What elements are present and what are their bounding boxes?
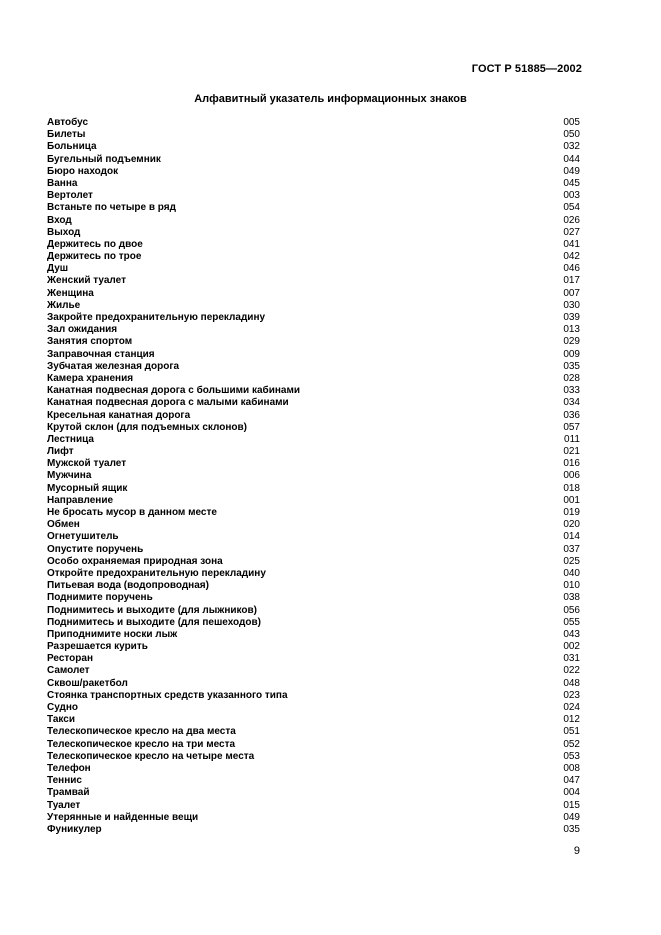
alphabetical-index-list	[47, 117, 580, 836]
index-entry-name: Телескопическое кресло на три места	[47, 738, 236, 750]
index-entry-name: Вертолет	[47, 190, 93, 202]
index-entry	[47, 470, 580, 482]
index-entry-name: Откройте предохранительную перекладину	[47, 567, 266, 579]
index-entry-code: 035	[563, 360, 580, 372]
index-entry	[47, 410, 580, 422]
index-entry	[47, 190, 580, 202]
index-entry-name: Канатная подвесная дорога с малыми кабинами	[47, 397, 289, 409]
index-entry	[47, 202, 580, 214]
index-entry	[47, 300, 580, 312]
index-entry	[47, 824, 580, 836]
index-entry	[47, 775, 580, 787]
index-entry-code: 027	[563, 226, 580, 238]
index-entry-name: Занятия спортом	[47, 336, 133, 348]
index-entry	[47, 653, 580, 665]
index-entry-code: 050	[563, 129, 580, 141]
index-entry-name: Выход	[47, 226, 81, 238]
index-entry-name: Душ	[47, 263, 69, 275]
index-entry	[47, 373, 580, 385]
index-entry-code: 030	[563, 299, 580, 311]
index-entry-code: 047	[563, 775, 580, 787]
index-entry	[47, 641, 580, 653]
index-entry-code: 051	[563, 726, 580, 738]
index-entry-name: Утерянные и найденные вещи	[47, 811, 199, 823]
index-entry-name: Огнетушитель	[47, 531, 119, 543]
index-entry-name: Трамвай	[47, 787, 90, 799]
index-entry-code: 017	[563, 275, 580, 287]
index-entry-code: 007	[563, 287, 580, 299]
index-entry-code: 003	[563, 190, 580, 202]
index-entry-name: Телескопическое кресло на четыре места	[47, 750, 255, 762]
index-entry-name: Приподнимите носки лыж	[47, 628, 178, 640]
index-entry	[47, 336, 580, 348]
index-entry	[47, 519, 580, 531]
index-entry	[47, 812, 580, 824]
page-number: 9	[573, 845, 580, 857]
index-entry	[47, 154, 580, 166]
index-entry-code: 052	[563, 738, 580, 750]
index-entry-name: Лифт	[47, 446, 74, 458]
index-entry-code: 045	[563, 177, 580, 189]
index-entry-name: Поднимите поручень	[47, 592, 153, 604]
index-entry-code: 036	[563, 409, 580, 421]
index-entry-name: Опустите поручень	[47, 543, 144, 555]
index-entry-code: 019	[563, 507, 580, 518]
index-entry-code: 010	[563, 580, 580, 592]
index-entry	[47, 129, 580, 141]
index-entry-code: 002	[563, 641, 580, 653]
index-entry	[47, 227, 580, 239]
index-entry-code: 024	[563, 702, 580, 713]
index-entry-name: Бугельный подъемник	[47, 153, 161, 165]
index-entry-name: Не бросать мусор в данном месте	[47, 507, 217, 518]
index-entry	[47, 263, 580, 275]
index-entry-code: 038	[563, 592, 580, 604]
index-entry-code: 018	[563, 482, 580, 494]
index-entry-code: 057	[563, 421, 580, 433]
index-entry-code: 020	[563, 519, 580, 531]
index-entry-code: 032	[563, 141, 580, 153]
index-entry-code: 040	[563, 567, 580, 579]
index-entry-name: Автобус	[47, 117, 89, 128]
index-entry-code: 006	[563, 470, 580, 482]
index-entry-name: Обмен	[47, 519, 80, 531]
index-entry-code: 056	[563, 604, 580, 616]
index-entry-code: 004	[563, 787, 580, 799]
index-entry	[47, 117, 580, 129]
index-entry-code: 001	[563, 494, 580, 506]
index-entry-name: Телескопическое кресло на два места	[47, 726, 236, 738]
index-entry	[47, 385, 580, 397]
index-entry-name: Бюро находок	[47, 165, 119, 177]
index-entry-code: 033	[563, 385, 580, 397]
index-entry-code: 015	[563, 799, 580, 811]
index-entry-name: Заправочная станция	[47, 348, 155, 360]
index-entry-name: Ресторан	[47, 653, 93, 665]
index-entry-name: Мужской туалет	[47, 458, 127, 470]
index-entry	[47, 215, 580, 227]
index-entry-code: 005	[563, 117, 580, 128]
index-entry-code: 041	[563, 238, 580, 250]
index-entry	[47, 617, 580, 629]
index-entry	[47, 495, 580, 507]
index-entry-name: Мусорный ящик	[47, 482, 128, 494]
index-entry-name: Крутой склон (для подъемных склонов)	[47, 421, 247, 433]
index-entry-code: 043	[563, 628, 580, 640]
index-entry-code: 022	[563, 665, 580, 677]
page-title: Алфавитный указатель информационных знаков	[194, 93, 467, 105]
index-entry	[47, 397, 580, 409]
index-entry	[47, 665, 580, 677]
index-entry-name: Держитесь по трое	[47, 251, 142, 263]
index-entry-code: 046	[563, 263, 580, 275]
index-entry-code: 049	[563, 165, 580, 177]
index-entry-code: 028	[563, 372, 580, 384]
index-entry	[47, 751, 580, 763]
index-entry-name: Кресельная канатная дорога	[47, 409, 191, 421]
index-entry-code: 009	[563, 348, 580, 360]
index-entry-code: 042	[563, 251, 580, 263]
index-entry-name: Особо охраняемая природная зона	[47, 555, 223, 567]
index-entry	[47, 166, 580, 178]
index-entry	[47, 422, 580, 434]
index-entry-code: 031	[563, 653, 580, 665]
index-entry-code: 026	[563, 214, 580, 226]
index-entry-code: 049	[563, 811, 580, 823]
index-entry-code: 021	[563, 446, 580, 458]
index-entry-name: Женский туалет	[47, 275, 126, 287]
index-entry	[47, 507, 580, 519]
index-entry-code: 054	[563, 202, 580, 214]
index-entry-code: 035	[563, 823, 580, 835]
index-entry-name: Больница	[47, 141, 97, 153]
index-entry	[47, 349, 580, 361]
index-entry-name: Туалет	[47, 799, 81, 811]
index-entry	[47, 312, 580, 324]
index-entry-name: Судно	[47, 702, 79, 713]
index-entry-code: 014	[563, 531, 580, 543]
index-entry-code: 023	[563, 689, 580, 701]
index-entry-name: Питьевая вода (водопроводная)	[47, 580, 209, 592]
index-entry-name: Поднимитесь и выходите (для лыжников)	[47, 604, 257, 616]
index-entry-code: 029	[563, 336, 580, 348]
index-entry	[47, 629, 580, 641]
index-entry-name: Жилье	[47, 299, 81, 311]
index-entry	[47, 787, 580, 799]
index-entry	[47, 556, 580, 568]
index-entry-name: Держитесь по двое	[47, 238, 143, 250]
index-entry-name: Ванна	[47, 177, 78, 189]
index-entry	[47, 568, 580, 580]
index-entry-code: 011	[564, 433, 580, 445]
index-entry-name: Закройте предохранительную перекладину	[47, 312, 266, 323]
index-entry	[47, 763, 580, 775]
index-entry	[47, 361, 580, 373]
index-entry-name: Поднимитесь и выходите (для пешеходов)	[47, 616, 261, 628]
index-entry	[47, 592, 580, 604]
index-entry-code: 016	[563, 458, 580, 470]
index-entry	[47, 605, 580, 617]
index-entry-name: Женщина	[47, 287, 94, 299]
index-entry	[47, 434, 580, 446]
index-entry	[47, 544, 580, 556]
index-entry	[47, 714, 580, 726]
index-entry	[47, 483, 580, 495]
index-entry-name: Лестница	[47, 433, 94, 445]
index-entry-name: Такси	[47, 714, 76, 726]
index-entry-code: 013	[563, 324, 580, 336]
index-entry	[47, 251, 580, 263]
index-entry-code: 039	[563, 312, 580, 323]
index-entry	[47, 446, 580, 458]
index-entry	[47, 275, 580, 287]
index-entry-name: Теннис	[47, 775, 82, 787]
index-entry-code: 055	[563, 616, 580, 628]
index-entry	[47, 458, 580, 470]
index-entry-code: 034	[563, 397, 580, 409]
index-entry-name: Телефон	[47, 762, 91, 774]
index-entry-name: Вход	[47, 214, 72, 226]
index-entry-code: 008	[563, 762, 580, 774]
index-entry	[47, 678, 580, 690]
index-entry	[47, 178, 580, 190]
index-entry-name: Разрешается курить	[47, 641, 148, 653]
index-entry	[47, 739, 580, 751]
index-entry	[47, 239, 580, 251]
index-entry-name: Мужчина	[47, 470, 92, 482]
index-entry-name: Зал ожидания	[47, 324, 118, 336]
index-entry-name: Направление	[47, 494, 114, 506]
index-entry-code: 044	[563, 153, 580, 165]
index-entry-name: Самолет	[47, 665, 90, 677]
index-entry	[47, 580, 580, 592]
index-entry-code: 048	[563, 677, 580, 689]
index-entry-code: 025	[563, 555, 580, 567]
index-entry	[47, 324, 580, 336]
index-entry	[47, 690, 580, 702]
index-entry	[47, 531, 580, 543]
index-entry-code: 012	[563, 714, 580, 726]
index-entry-name: Билеты	[47, 129, 86, 141]
index-entry	[47, 800, 580, 812]
index-entry-name: Стоянка транспортных средств указанного типа	[47, 689, 288, 701]
index-entry-code: 037	[563, 543, 580, 555]
document-standard-header: ГОСТ Р 51885—2002	[471, 63, 582, 75]
index-entry	[47, 726, 580, 738]
index-entry-code: 053	[563, 750, 580, 762]
index-entry-name: Камера хранения	[47, 372, 134, 384]
index-entry	[47, 288, 580, 300]
index-entry-name: Сквош/ракетбол	[47, 677, 128, 689]
index-entry	[47, 141, 580, 153]
index-entry	[47, 702, 580, 714]
index-entry-name: Канатная подвесная дорога с большими кабинами	[47, 385, 300, 397]
index-entry-name: Фуникулер	[47, 823, 102, 835]
index-entry-name: Встаньте по четыре в ряд	[47, 202, 176, 214]
index-entry-name: Зубчатая железная дорога	[47, 360, 180, 372]
